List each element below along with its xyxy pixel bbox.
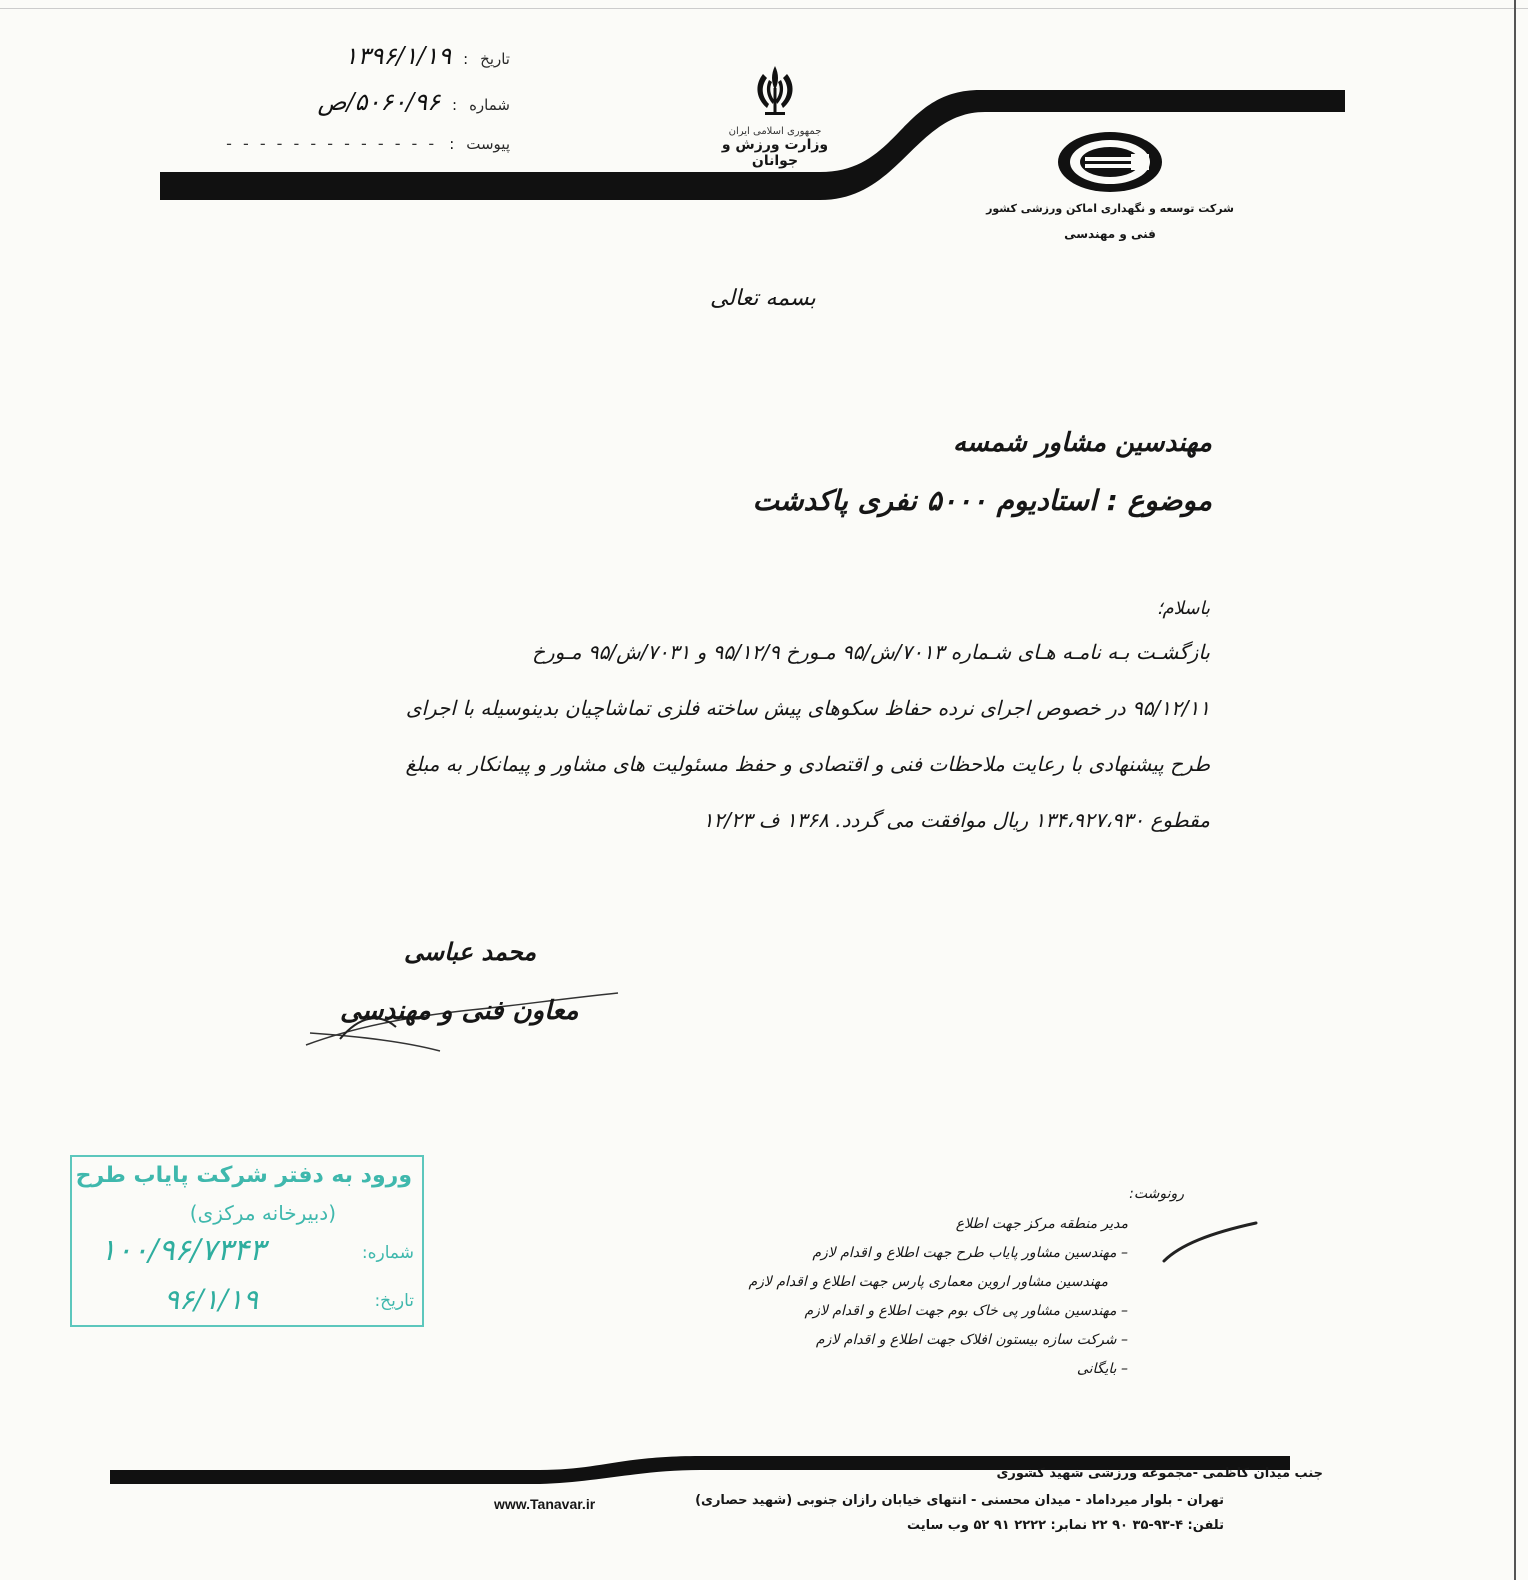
footer-address-1: جنب میدان کاظمی -مجموعه ورزشی شهید کشوری xyxy=(996,1466,1323,1481)
addressee: مهندسین مشاور شمسه xyxy=(952,428,1212,458)
department-name: فنی و مهندسی xyxy=(1064,227,1156,241)
footer-swoosh xyxy=(0,1430,1528,1490)
stamp-date-label: تاریخ: xyxy=(374,1291,414,1311)
body-line: مقطوع ۱۳۴،۹۲۷،۹۳۰ ریال موافقت می گردد. ۱۳۶۸ ف ۱۲/۲۳ xyxy=(702,808,1210,832)
signer-title: معاون فنی و مهندسی xyxy=(340,996,579,1026)
letter-body xyxy=(270,624,1210,848)
footer-contact: تلفن: ۴-۹۳-۳۵ ۹۰ ۲۲ نمابر: ۲۲۲۲ ۹۱ ۵۲ وب سایت xyxy=(906,1518,1224,1533)
cc-item: مهندسین مشاور اروین معماری پارس جهت اطلاع و اقدام لازم xyxy=(748,1274,1108,1290)
republic-label: جمهوری اسلامی ایران xyxy=(728,126,822,137)
cc-item: – بایگانی xyxy=(1076,1361,1128,1377)
cc-item: – شرکت سازه بیستون افلاک جهت اطلاع و اقدام لازم xyxy=(815,1332,1128,1348)
ministry-name: وزارت ورزش و جوانان xyxy=(721,137,829,169)
date-field: تاریخ : ۱۳۹۶/۱/۱۹ xyxy=(344,42,510,70)
company-header xyxy=(980,130,1240,241)
footer-website[interactable]: www.Tanavar.ir xyxy=(494,1496,596,1512)
greeting: باسلام؛ xyxy=(1156,598,1210,619)
cc-list xyxy=(748,1186,1184,1384)
attachment-value: - - - - - - - - - - - - - xyxy=(226,134,438,153)
company-logo-icon xyxy=(1055,130,1165,194)
cc-item: – مهندسین مشاور پی خاک بوم جهت اطلاع و اقدام لازم xyxy=(804,1303,1128,1319)
company-name: شرکت توسعه و نگهداری اماکن ورزشی کشور xyxy=(986,202,1234,215)
cc-item: – مهندسین مشاور پایاب طرح جهت اطلاع و اقدام لازم xyxy=(812,1245,1128,1261)
stamp-title: ورود به دفتر شرکت پایاب طرح xyxy=(75,1163,412,1188)
signer-name: محمد عباسی xyxy=(404,938,537,966)
attachment-field: پیوست : - - - - - - - - - - - - - xyxy=(226,134,510,153)
stamp-number-label: شماره: xyxy=(361,1243,414,1263)
subject-line: موضوع : استادیوم ۵۰۰۰ نفری پاکدشت xyxy=(752,484,1212,517)
bismillah: بسمه تعالی xyxy=(710,286,816,311)
ministry-header xyxy=(710,60,840,169)
date-label: تاریخ xyxy=(480,50,510,68)
receipt-stamp xyxy=(70,1155,424,1327)
footer-address-2: تهران - بلوار میرداماد - میدان محسنی - انتهای خیابان رازان جنوبی (شهید حصاری) xyxy=(695,1493,1224,1508)
number-value: ۵۰۶۰/۹۶/ص xyxy=(317,88,441,116)
body-line: طرح پیشنهادی با رعایت ملاحظات فنی و اقتصادی و حفظ مسئولیت های مشاور و پیمانکار به مبلغ xyxy=(405,752,1210,776)
date-value: ۱۳۹۶/۱/۱۹ xyxy=(344,42,452,70)
number-label: شماره xyxy=(469,96,510,114)
cc-title: رونوشت: xyxy=(1129,1186,1184,1202)
stamp-number-value: ۱۰۰/۹۶/۷۳۴۳ xyxy=(100,1233,266,1268)
stamp-date-value: ۹۶/۱/۱۹ xyxy=(164,1283,259,1316)
number-field: شماره : ۵۰۶۰/۹۶/ص xyxy=(317,88,510,116)
handwritten-check-mark xyxy=(1160,1215,1260,1265)
attachment-label: پیوست xyxy=(466,135,510,153)
iran-emblem-icon xyxy=(745,60,805,120)
stamp-subtitle: (دبیرخانه مرکزی) xyxy=(189,1201,336,1225)
body-line: بازگشـت بـه نامـه هـای شـماره ۷۰۱۳/ش/۹۵ مـورخ ۹۵/۱۲/۹ و ۷۰۳۱/ش/۹۵ مـورخ xyxy=(532,640,1210,664)
cc-item: مدیر منطقه مرکز جهت اطلاع xyxy=(955,1216,1128,1232)
body-line: ۹۵/۱۲/۱۱ در خصوص اجرای نرده حفاظ سکوهای پیش ساخته فلزی تماشاچیان بدینوسیله با اجرای xyxy=(405,696,1210,720)
